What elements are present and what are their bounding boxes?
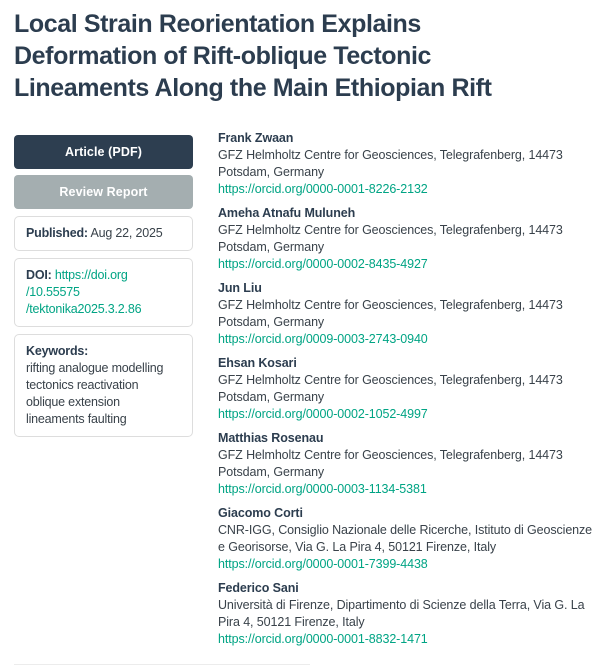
author-entry (218, 505, 598, 573)
published-label: Published: (26, 226, 88, 240)
author-entry (218, 430, 598, 498)
author-affiliation: Università di Firenze, Dipartimento di Scienze della Terra, Via G. La Pira 4, 50121 Firenze, Italy (218, 598, 585, 629)
author-orcid-link[interactable]: https://orcid.org/0000-0002-8435-4927 (218, 257, 428, 271)
author-entry (218, 205, 598, 273)
keyword: tectonics (26, 378, 74, 392)
keywords-list (26, 361, 163, 426)
author-orcid-link[interactable]: https://orcid.org/0009-0003-2743-0940 (218, 332, 428, 346)
keyword: analogue modelling (58, 361, 164, 375)
author-entry (218, 130, 598, 198)
author-affiliation: GFZ Helmholtz Centre for Geosciences, Telegrafenberg, 14473 Potsdam, Germany (218, 298, 563, 329)
section-divider (14, 664, 310, 665)
published-date: Aug 22, 2025 (90, 226, 163, 240)
author-entry (218, 280, 598, 348)
article-sidebar (14, 135, 193, 437)
doi-card (14, 258, 193, 327)
doi-link-line: /tektonika2025.3.2.86 (26, 302, 142, 316)
author-orcid-link[interactable]: https://orcid.org/0000-0001-7399-4438 (218, 557, 428, 571)
author-affiliation: GFZ Helmholtz Centre for Geosciences, Telegrafenberg, 14473 Potsdam, Germany (218, 448, 563, 479)
keywords-label: Keywords: (26, 344, 89, 358)
author-name: Ameha Atnafu Muluneh (218, 206, 356, 220)
author-affiliation: GFZ Helmholtz Centre for Geosciences, Telegrafenberg, 14473 Potsdam, Germany (218, 373, 563, 404)
author-entry (218, 580, 598, 648)
article-pdf-button[interactable]: Article (PDF) (14, 135, 193, 169)
author-affiliation: GFZ Helmholtz Centre for Geosciences, Telegrafenberg, 14473 Potsdam, Germany (218, 148, 563, 179)
content-columns (14, 131, 598, 655)
author-affiliation: GFZ Helmholtz Centre for Geosciences, Telegrafenberg, 14473 Potsdam, Germany (218, 223, 563, 254)
keyword: lineaments (26, 412, 85, 426)
doi-link-line: /10.55575 (26, 285, 80, 299)
author-name: Jun Liu (218, 281, 262, 295)
doi-label: DOI: (26, 268, 52, 282)
author-name: Federico Sani (218, 581, 299, 595)
author-affiliation: CNR-IGG, Consiglio Nazionale delle Ricerche, Istituto di Geoscienze e Georisorse, Via G. La Pira 4, 50121 Firenze, Italy (218, 523, 593, 554)
author-name: Matthias Rosenau (218, 431, 324, 445)
authors-list (218, 130, 598, 655)
keyword: rifting (26, 361, 56, 375)
article-title: Local Strain Reorientation Explains Deformation of Rift-oblique Tectonic Lineaments Along the Main Ethiopian Rift (14, 10, 492, 102)
review-report-button[interactable]: Review Report (14, 175, 193, 209)
author-name: Giacomo Corti (218, 506, 303, 520)
published-card (14, 216, 193, 251)
keyword: reactivation (76, 378, 139, 392)
doi-link-line: https://doi.org (54, 268, 128, 282)
author-name: Frank Zwaan (218, 131, 294, 145)
keyword: faulting (87, 412, 127, 426)
keywords-card (14, 334, 193, 437)
author-name: Ehsan Kosari (218, 356, 297, 370)
author-entry (218, 355, 598, 423)
author-orcid-link[interactable]: https://orcid.org/0000-0003-1134-5381 (218, 482, 427, 496)
author-orcid-link[interactable]: https://orcid.org/0000-0002-1052-4997 (218, 407, 428, 421)
author-orcid-link[interactable]: https://orcid.org/0000-0001-8832-1471 (218, 632, 428, 646)
author-orcid-link[interactable]: https://orcid.org/0000-0001-8226-2132 (218, 182, 428, 196)
keyword: oblique extension (26, 395, 120, 409)
